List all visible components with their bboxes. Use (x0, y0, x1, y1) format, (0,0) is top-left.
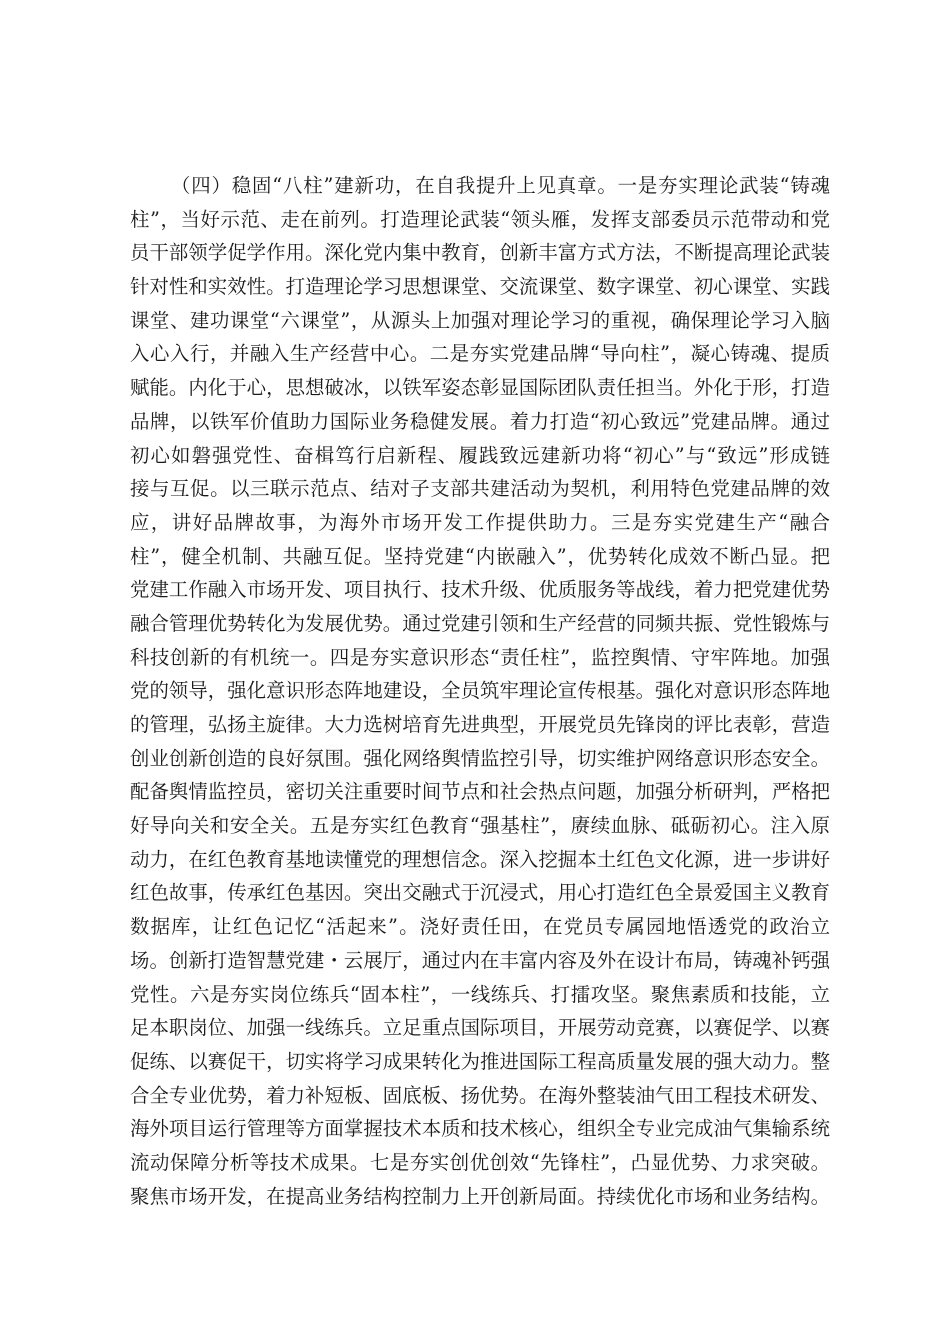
text-line: 合全专业优势，着力补短板、固底板、扬优势。在海外整装油气田工程技术研发、 (130, 1083, 830, 1107)
text-line: 流动保障分析等技术成果。七是夯实创优创效“先锋柱”，凸显优势、力求突破。 (130, 1150, 830, 1174)
text-line: 海外项目运行管理等方面掌握技术本质和技术核心，组织全专业完成油气集输系统 (130, 1117, 830, 1141)
text-line: 党的领导，强化意识形态阵地建设，全员筑牢理论宣传根基。强化对意识形态阵地 (130, 679, 830, 703)
text-line: 初心如磐强党性、奋楫笃行启新程、履践致远建新功将“初心”与“致远”形成链 (130, 443, 830, 467)
text-line: 促练、以赛促干，切实将学习成果转化为推进国际工程高质量发展的强大动力。整 (130, 1049, 830, 1073)
text-line: 应，讲好品牌故事，为海外市场开发工作提供助力。三是夯实党建生产“融合 (130, 510, 830, 534)
text-line: 赋能。内化于心，思想破冰，以铁军姿态彰显国际团队责任担当。外化于形，打造 (130, 376, 830, 400)
text-line: 课堂、建功课堂“六课堂”，从源头上加强对理论学习的重视，确保理论学习入脑 (130, 308, 830, 332)
paragraph-body (130, 169, 830, 1213)
text-line: 场。创新打造智慧党建・云展厅，通过内在丰富内容及外在设计布局，铸魂补钙强 (130, 948, 830, 972)
text-line: 足本职岗位、加强一线练兵。立足重点国际项目，开展劳动竞赛，以赛促学、以赛 (130, 1016, 830, 1040)
text-line: 融合管理优势转化为发展优势。通过党建引领和生产经营的同频共振、党性锻炼与 (130, 611, 830, 635)
text-line: 品牌，以铁军价值助力国际业务稳健发展。着力打造“初心致远”党建品牌。通过 (130, 409, 830, 433)
text-line: 红色故事，传承红色基因。突出交融式于沉浸式，用心打造红色全景爱国主义教育 (130, 881, 830, 905)
text-line: 的管理，弘扬主旋律。大力选树培育先进典型，开展党员先锋岗的评比表彰，营造 (130, 713, 830, 736)
text-line: 柱”，当好示范、走在前列。打造理论武装“领头雁，发挥支部委员示范带动和党 (130, 207, 830, 231)
text-line: 员干部领学促学作用。深化党内集中教育，创新丰富方式方法，不断提高理论武装 (130, 241, 830, 265)
text-line: 数据库，让红色记忆“活起来”。浇好责任田，在党员专属园地悟透党的政治立 (130, 915, 830, 939)
text-line: 好导向关和安全关。五是夯实红色教育“强基柱”，赓续血脉、砥砺初心。注入原 (130, 814, 830, 838)
text-line: 入心入行，并融入生产经营中心。二是夯实党建品牌“导向柱”，凝心铸魂、提质 (130, 342, 830, 366)
text-line: 动力，在红色教育基地读懂党的理想信念。深入挖掘本土红色文化源，进一步讲好 (130, 847, 830, 871)
text-line: 针对性和实效性。打造理论学习思想课堂、交流课堂、数字课堂、初心课堂、实践 (130, 275, 830, 299)
text-line: 接与互促。以三联示范点、结对子支部共建活动为契机，利用特色党建品牌的效 (130, 477, 830, 501)
text-line: 党性。六是夯实岗位练兵“固本柱”，一线练兵、打擂攻坚。聚焦素质和技能，立 (130, 982, 830, 1006)
text-line: 聚焦市场开发，在提高业务结构控制力上开创新局面。持续优化市场和业务结构。 (130, 1184, 830, 1208)
text-line: （四）稳固“八柱”建新功，在自我提升上见真章。一是夯实理论武装“铸魂 (171, 174, 830, 197)
text-line: 柱”，健全机制、共融互促。坚持党建“内嵌融入”，优势转化成效不断凸显。把 (130, 544, 830, 568)
text-line: 创业创新创造的良好氛围。强化网络舆情监控引导，切实维护网络意识形态安全。 (130, 746, 830, 770)
text-line: 党建工作融入市场开发、项目执行、技术升级、优质服务等战线，着力把党建优势 (130, 578, 830, 602)
text-line: 科技创新的有机统一。四是夯实意识形态“责任柱”，监控舆情、守牢阵地。加强 (130, 645, 830, 669)
text-line: 配备舆情监控员，密切关注重要时间节点和社会热点问题，加强分析研判，严格把 (130, 780, 830, 804)
